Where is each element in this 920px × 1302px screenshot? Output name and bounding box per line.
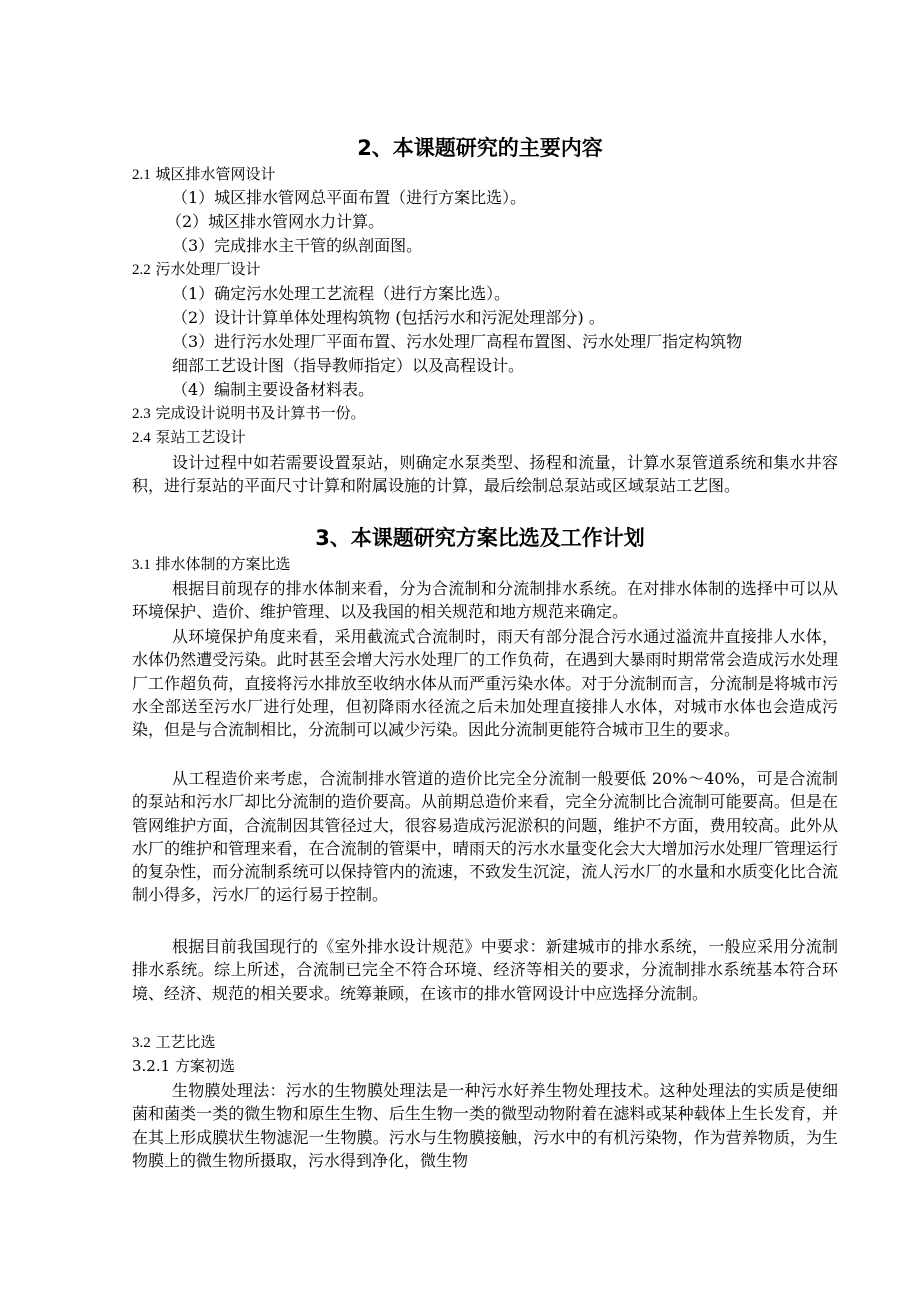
heading-text: 工艺比选: [150, 1033, 216, 1051]
section-3-1-heading: [132, 553, 291, 576]
heading-number: 2.1: [132, 167, 151, 183]
section-3-2-heading: [132, 1031, 216, 1054]
heading-number: 3.2: [132, 1035, 151, 1051]
heading-number: 2.4: [132, 430, 151, 446]
list-item: （1）确定污水处理工艺流程（进行方案比选）。: [172, 284, 511, 303]
section-2-4-heading: [132, 426, 246, 449]
paragraph: 生物膜处理法：污水的生物膜处理法是一种污水好养生物处理技术。这种处理法的实质是使细菌和菌类一类的微生物和原生生物、后生生物一类的微型动物附着在滤料或某种载体上生长发育，并在其上形成膜状生物滤泥一生物膜。污水与生物膜接触，污水中的有机污染物，作为营养物质，为生物膜上的微生物所摄取，污水得到净化，微生物: [132, 1081, 838, 1170]
section-2-3-heading: [132, 402, 366, 425]
paragraph: 从环境保护角度来看，采用截流式合流制时，雨天有部分混合污水通过溢流井直接排人水体，水体仍然遭受污染。此时甚至会增大污水处理厂的工作负荷，在遇到大暴雨时期常常会造成污水处理厂工作超负荷，直接将污水排放至收纳水体从而严重污染水体。对于分流制而言，分流制是将城市污水全部送至污水厂进行处理，但初降雨水径流之后未加处理直接排人水体，对城市水体也会造成污染，但是与合流制相比，分流制可以减少污染。因此分流制更能符合城市卫生的要求。: [132, 627, 838, 740]
section-3-title: 3、本课题研究方案比选及工作计划: [315, 526, 645, 550]
heading-number: 2.2: [132, 262, 151, 278]
heading-number: 3.1: [132, 557, 151, 573]
list-item: （4）编制主要设备材料表。: [172, 380, 375, 399]
list-item: （2）设计计算单体处理构筑物 (包括污水和污泥处理部分) 。: [172, 308, 605, 327]
list-item: （3）进行污水处理厂平面布置、污水处理厂高程布置图、污水处理厂指定构筑物: [172, 332, 743, 351]
heading-text: 排水体制的方案比选: [150, 555, 291, 573]
list-item: （2）城区排水管网水力计算。: [166, 212, 385, 231]
list-item: 细部工艺设计图（指导教师指定）以及高程设计。: [172, 356, 525, 375]
heading-text: 完成设计说明书及计算书一份。: [150, 404, 366, 422]
heading-text: 泵站工艺设计: [150, 428, 246, 446]
section-2-2-heading: [132, 258, 261, 281]
section-2-1-heading: [132, 163, 276, 186]
section-3-2-1-heading: 3.2.1 方案初选: [132, 1057, 235, 1075]
section-2-title: 2、本课题研究的主要内容: [357, 136, 603, 160]
paragraph: 设计过程中如若需要设置泵站，则确定水泵类型、扬程和流量，计算水泵管道系统和集水井容积，进行泵站的平面尺寸计算和附属设施的计算，最后绘制总泵站或区域泵站工艺图。: [132, 453, 838, 496]
paragraph: 根据目前我国现行的《室外排水设计规范》中要求：新建城市的排水系统，一般应采用分流制排水系统。综上所述，合流制已完全不符合环境、经济等相关的要求，分流制排水系统基本符合环境、经济、规范的相关要求。统筹兼顾，在该市的排水管网设计中应选择分流制。: [132, 937, 838, 1003]
heading-number: 2.3: [132, 406, 151, 422]
list-item: （1）城区排水管网总平面布置（进行方案比选）。: [172, 188, 527, 207]
paragraph: 根据目前现存的排水体制来看，分为合流制和分流制排水系统。在对排水体制的选择中可以从环境保护、造价、维护管理、以及我国的相关规范和地方规范来确定。: [132, 579, 838, 622]
heading-text: 城区排水管网设计: [150, 165, 276, 183]
paragraph: 从工程造价来考虑，合流制排水管道的造价比完全分流制一般要低 20%～40%，可是合流制的泵站和污水厂却比分流制的造价要高。从前期总造价来看，完全分流制比合流制可能要高。但是在管网维护方面，合流制因其管径过大，很容易造成污泥淤积的问题，维护不方面，费用较高。此外从水厂的维护和管理来看，在合流制的管渠中，晴雨天的污水水量变化会大大增加污水处理厂管理运行的复杂性，而分流制系统可以保持管内的流速，不致发生沉淀，流人污水厂的水量和水质变化比合流制小得多，污水厂的运行易于控制。: [132, 769, 838, 905]
list-item: （3）完成排水主干管的纵剖面图。: [172, 236, 423, 255]
heading-text: 污水处理厂设计: [150, 260, 261, 278]
